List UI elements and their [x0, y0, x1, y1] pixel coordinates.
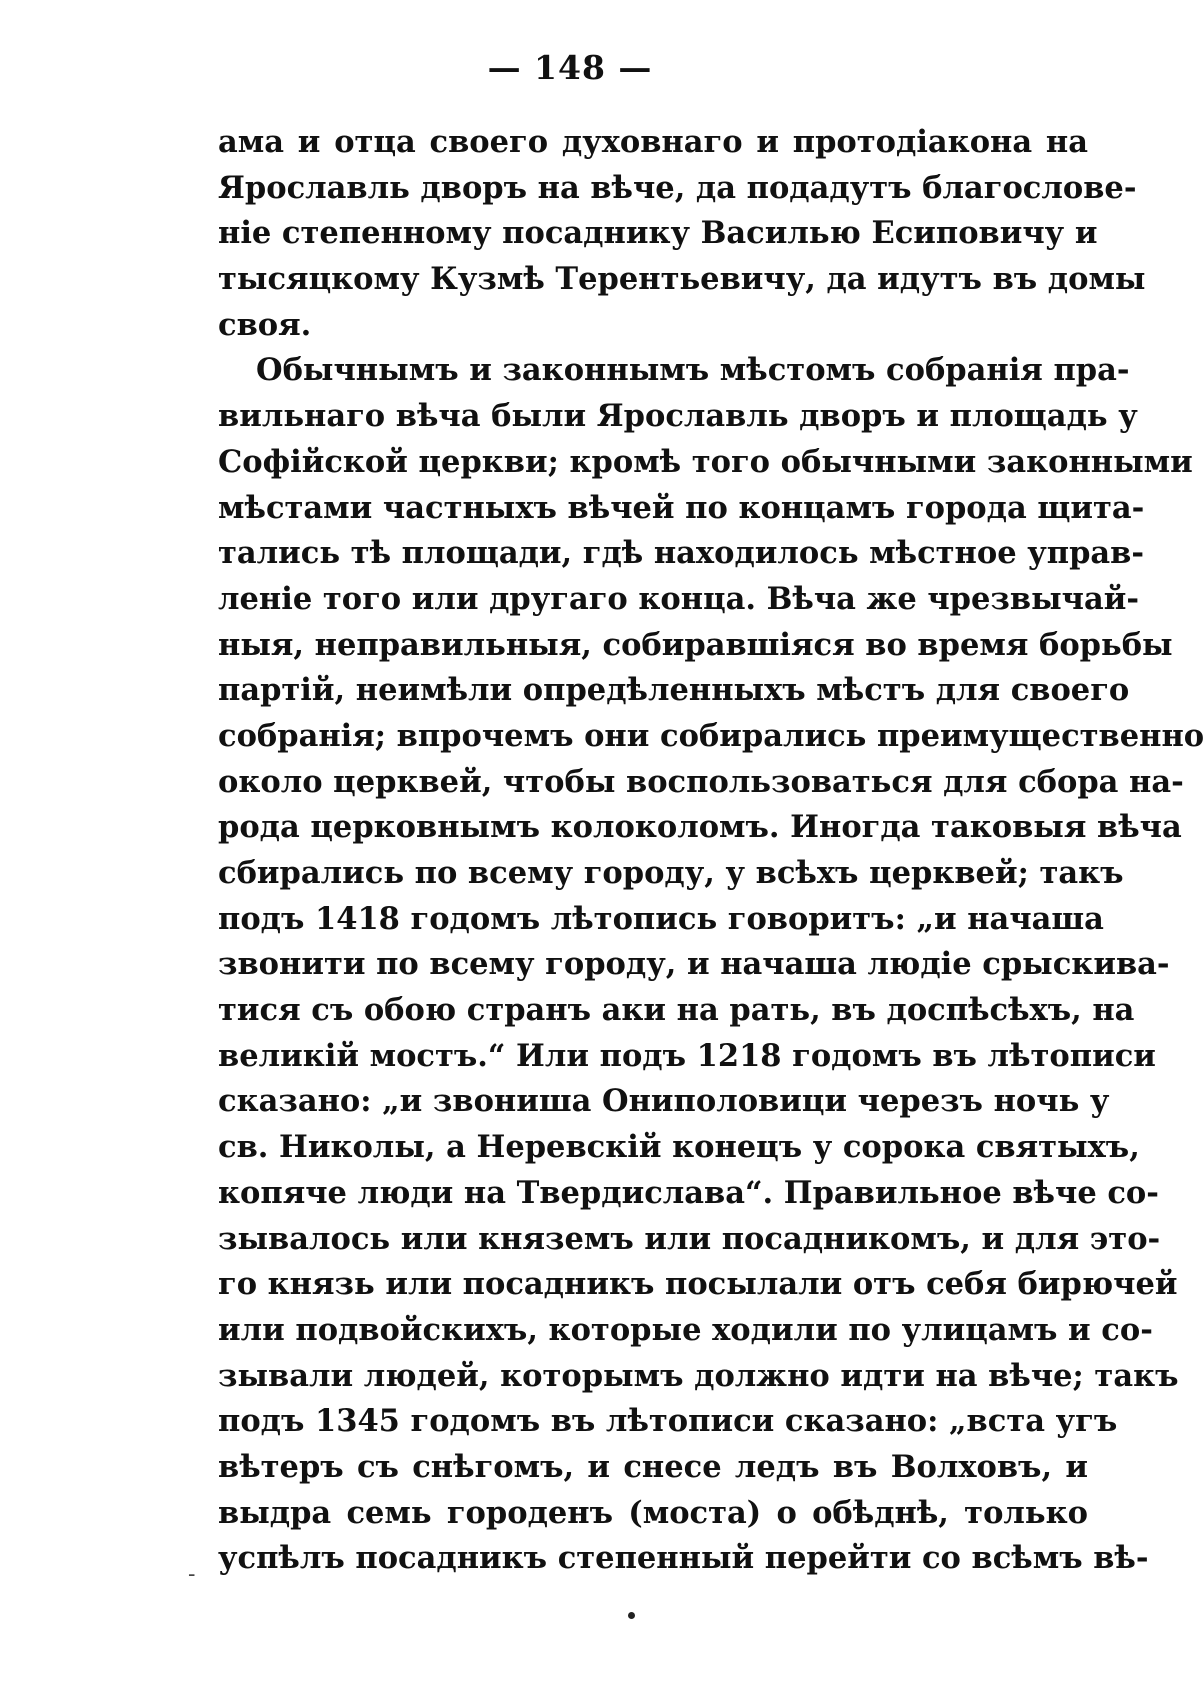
text-line: ама и отца своего духовнаго и протодіакона на	[218, 124, 1088, 160]
text-line: собранія; впрочемъ они собирались преимущественно	[218, 717, 1204, 754]
text-line: великій мостъ.“ Или подъ 1218 годомъ въ лѣтописи	[218, 1037, 1156, 1074]
text-line: подъ 1418 годомъ лѣтопись говоритъ: „и начаша	[218, 900, 1104, 937]
text-line: тались тѣ площади, гдѣ находилось мѣстное управ-	[218, 535, 1145, 572]
text-line: Обычнымъ и законнымъ мѣстомъ собранія пра-	[256, 352, 1130, 389]
text-line: вильнаго вѣча были Ярославль дворъ и площадь у	[218, 398, 1138, 435]
text-line: успѣлъ посадникъ степенный перейти со всѣмъ вѣ-	[218, 1540, 1149, 1577]
text-line: около церквей, чтобы воспользоваться для сбора на-	[218, 763, 1184, 800]
text-line: го князь или посадникъ посылали отъ себя бирючей	[218, 1266, 1178, 1303]
text-line: или подвойскихъ, которые ходили по улицамъ и со-	[218, 1311, 1153, 1348]
text-line: партій, неимѣли опредѣленныхъ мѣстъ для своего	[218, 672, 1130, 709]
text-line: сбирались по всему городу, у всѣхъ церквей; такъ	[218, 855, 1124, 891]
text-line: копяче люди на Твердислава“. Правильное вѣче со-	[218, 1174, 1159, 1211]
text-line: зывали людей, которымъ должно идти на вѣче; такъ	[218, 1357, 1179, 1394]
text-line: ныя, неправильныя, собиравшіяся во время борьбы	[218, 626, 1173, 663]
text-line: Ярославль дворъ на вѣче, да подадутъ благослове-	[218, 169, 1137, 206]
margin-dash-mark: -	[188, 1562, 196, 1587]
text-line: выдра семь городенъ (моста) о обѣднѣ, только	[218, 1494, 1088, 1531]
text-line: рода церковнымъ колоколомъ. Иногда таковыя вѣча	[218, 809, 1182, 846]
text-line: зывалось или княземъ или посадникомъ, и для это-	[218, 1220, 1161, 1257]
page-number: — 148 —	[487, 48, 653, 87]
text-line: Софійской церкви; кромѣ того обычными законными	[218, 443, 1193, 480]
text-line: сказано: „и звониша Ониполовици черезъ ночь у	[218, 1083, 1110, 1120]
text-line: своя.	[218, 306, 312, 343]
text-line: звонити по всему городу, и начаша людіе срыскива-	[218, 946, 1170, 983]
text-line: ніе степенному посаднику Василью Есиповичу и	[218, 215, 1098, 252]
text-line: тысяцкому Кузмѣ Терентьевичу, да идутъ въ домы	[218, 261, 1146, 298]
text-line: мѣстами частныхъ вѣчей по концамъ города щита-	[218, 489, 1145, 526]
text-line: вѣтеръ съ снѣгомъ, и снесе ледъ въ Волховъ, и	[218, 1448, 1088, 1485]
text-line: подъ 1345 годомъ въ лѣтописи сказано: „вста угъ	[218, 1403, 1118, 1440]
text-line: леніе того или другаго конца. Вѣча же чрезвычай-	[218, 580, 1140, 617]
body-text	[218, 120, 1204, 1582]
scan-speck	[628, 1612, 635, 1619]
text-line: св. Николы, а Неревскій конецъ у сорока святыхъ,	[218, 1129, 1140, 1166]
text-line: тися съ обою странъ аки на рать, въ доспѣсѣхъ, на	[218, 992, 1135, 1029]
